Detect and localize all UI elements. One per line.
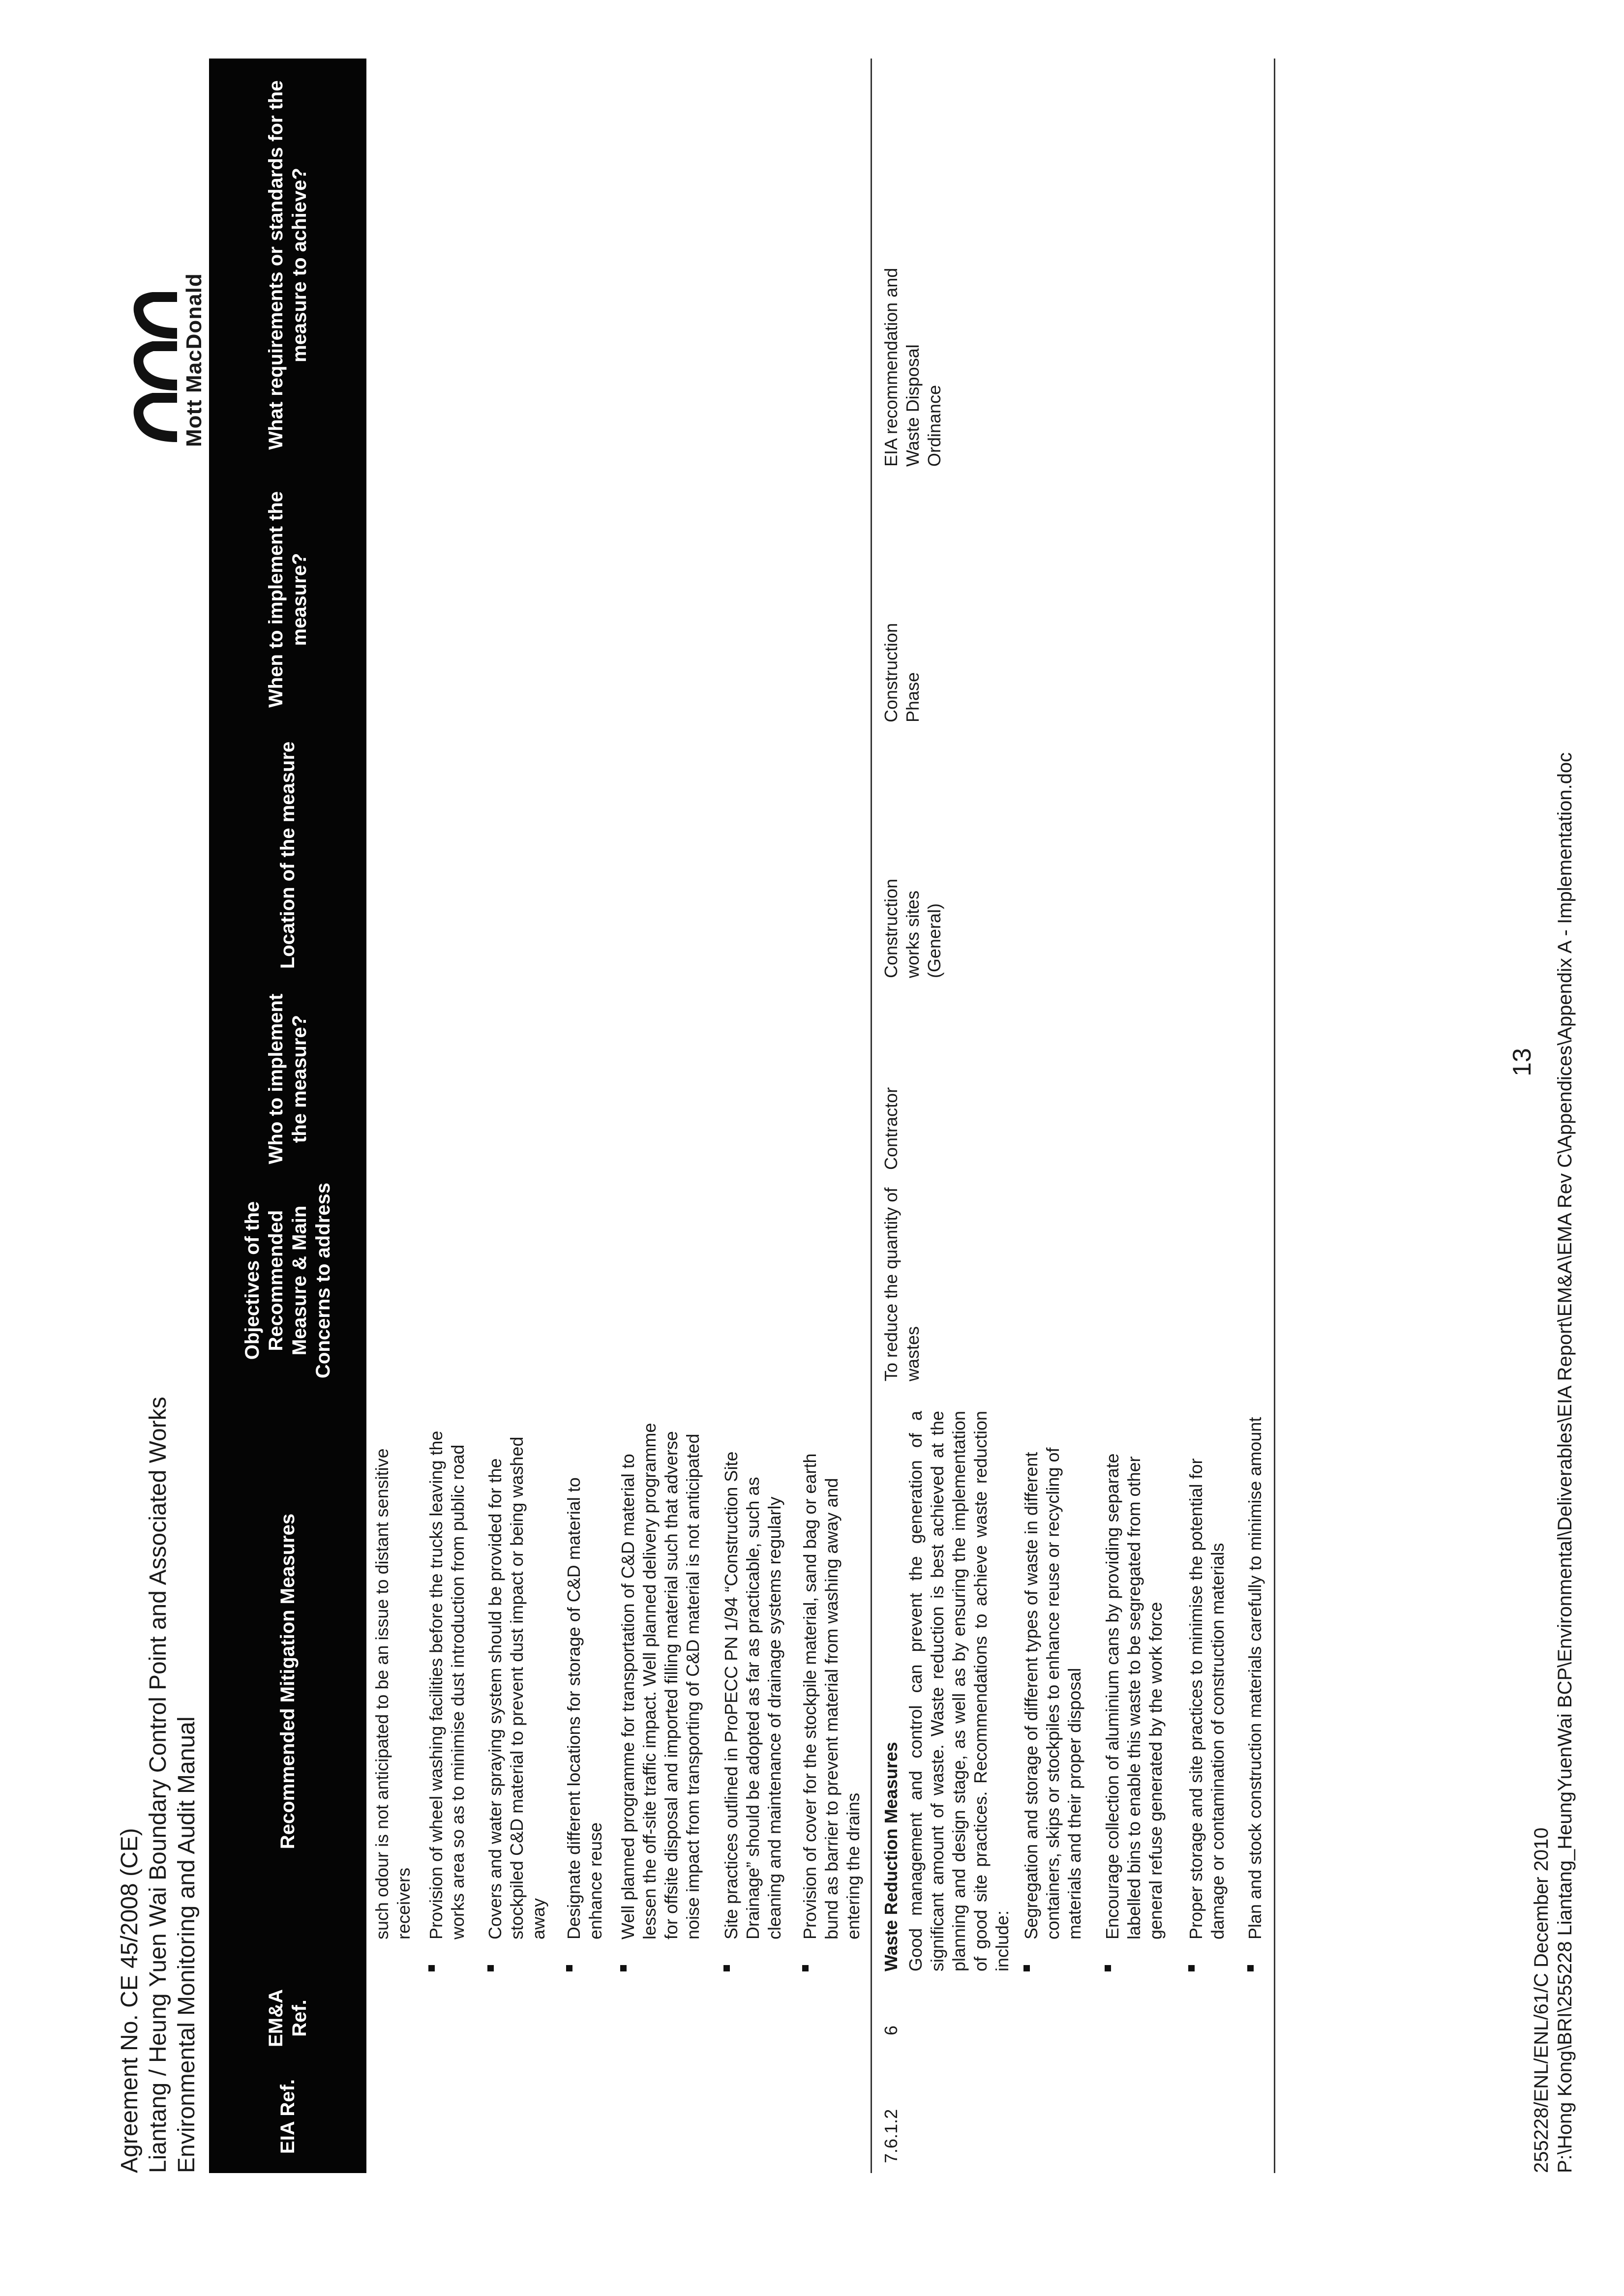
agreement-number: Agreement No. CE 45/2008 (CE) — [117, 1828, 143, 2173]
manual-title: Environmental Monitoring and Audit Manual — [174, 1716, 200, 2173]
section-intro: Good management and control can prevent the generation of a significant amount of waste. Waste reduction is best achieved at the planning and design stage, as well as by ensuring the implementation of good site practices. Recommendations to achieve waste reduction include: — [905, 1411, 1012, 1971]
col-who: Who to implement the measure? — [265, 993, 310, 1164]
col-eia-ref: EIA Ref. — [277, 2079, 299, 2154]
col-objectives: Objectives of the Recommended Measure & Main Concerns to address — [241, 1183, 334, 1378]
col-mitigation-measures: Recommended Mitigation Measures — [277, 1513, 299, 1849]
project-title: Liantang / Heung Yuen Wai Boundary Control Point and Associated Works — [145, 1397, 171, 2173]
file-path: P:\Hong Kong\BRI\255228 Liantang_HeungYuenWai BCP\Environmental\Deliverables\EIA Report\EM&A\EMA Rev C\Appendices\Appendix A - Implementation.doc — [1554, 752, 1576, 2173]
col-requirements: What requirements or standards for the measure to achieve? — [265, 80, 310, 450]
table-bottom-rule — [1274, 59, 1275, 2173]
row-divider — [871, 59, 872, 2173]
bullet-icon — [1247, 1965, 1254, 1971]
col-when: When to implement the measure? — [265, 491, 310, 708]
logo-arches-icon — [123, 290, 182, 452]
eia-ref-cell: 7.6.1.2 — [881, 2109, 901, 2163]
when-cell: Construction Phase — [881, 623, 923, 722]
bullet-icon — [620, 1965, 627, 1971]
location-cell: Construction works sites (General) — [881, 878, 944, 978]
bullet-icon — [428, 1965, 435, 1971]
requirements-cell: EIA recommendation and Waste Disposal Ordinance — [881, 268, 944, 467]
document-reference: 255228/ENL/ENL/61/C December 2010 — [1531, 1827, 1552, 2173]
page-number: 13 — [1508, 1048, 1536, 1076]
bullet-icon — [1023, 1965, 1030, 1971]
who-cell: Contractor — [881, 1087, 901, 1170]
bullet-icon — [1188, 1965, 1195, 1971]
ema-ref-cell: 6 — [881, 2025, 901, 2035]
bullet-icon — [1105, 1965, 1111, 1971]
document-header — [116, 1397, 201, 2173]
document-footer — [1530, 752, 1577, 2173]
table-header — [209, 59, 366, 2173]
bullet-icon — [566, 1965, 572, 1971]
rotated-content: Agreement No. CE 45/2008 (CE) Liantang / Heung Yuen Wai Boundary Control Point and Associated Works Environmental Monitoring and Audit Manual Mott MacDonald EIA Ref. EM&A Ref. Recommended Mitigation Measures Objectives of the Recommended Measure & Main Concerns to address Who to implement the measure? Location of the measure When to implement the measure? What requirements or standards for the measure to achieve? such odour is not anticipated to be an issue to distant sensitive receivers Provision of wheel washing facilities before the trucks leaving the works area so as to minimise dust introduction from public road Covers and water spraying system should be provided for the stockpiled C&D material to prevent dust impact or being washed away Designate different locations for storage of C&D material to enhance reuse Well planned programme for transportation of C&D material to lessen the off-site traffic impact. Well planned delivery programme for offsite disposal and imported filling material such that adverse noise impact from transporting of C&D material is not anticipated Site practices outlined in ProPECC PN 1/94 “Construction Site Drainage” should be adopted as far as practicable, such as cleaning and maintenance of drainage systems regularly Provision of cover for the stockpile material, sand bag or earth bund as barrier to prevent material from washing away and entering the drains 7.6.1.2 6 Waste Reduction Measures Good management and control can prevent the generation of a significant amount of waste. Waste reduction is best achieved at the planning and design stage, as well as by ensuring the implementation of good site practices. Recommendations to achieve waste reduction include: Segregation and storage of different types of waste in different containers, skips or stockpiles to enhance reuse or recycling of materials and their proper disposal Encourage collection of aluminium cans by providing separate labelled bins to enable this waste to be segregated from other general refuse generated by the work force Proper storage and site practices to minimise the potential for damage or contamination of construction materials Plan and stock construction materials carefully to minimise amount To reduce the quantity of wastes Contractor Construction works sites (General) Construction Phase EIA recommendation and Waste Disposal Ordinance 255228/ENL/ENL/61/C December 2010 P:\Hong Kong\BRI\255228 Liantang_HeungYuenWai BCP\Environmental\Deliverables\EIA Report\EM&A\EMA Rev C\Appendices\Appendix A - Implementation.doc 13 — [0, 0, 1624, 2296]
bullet-icon — [802, 1965, 809, 1971]
bullet-icon — [487, 1965, 494, 1971]
mott-macdonald-logo — [123, 275, 207, 462]
objectives-cell: To reduce the quantity of wastes — [881, 1187, 923, 1381]
section-heading: Waste Reduction Measures — [881, 1742, 901, 1971]
logo-text: Mott MacDonald — [182, 273, 206, 447]
col-ema-ref: EM&A Ref. — [265, 1989, 310, 2047]
bullet-icon — [723, 1965, 730, 1971]
col-location: Location of the measure — [277, 741, 299, 969]
